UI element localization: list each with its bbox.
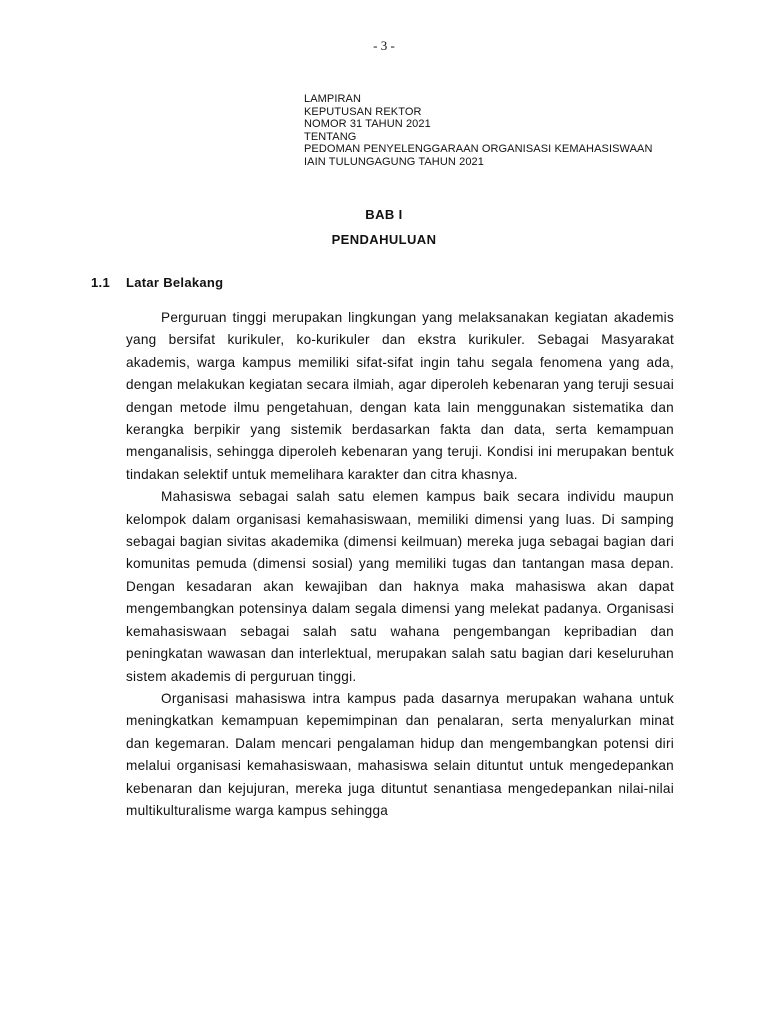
header-line-decree: KEPUTUSAN REKTOR — [304, 105, 422, 118]
section-title: Latar Belakang — [126, 275, 224, 290]
chapter-label: BAB I — [365, 207, 403, 222]
header-line-about: TENTANG — [304, 130, 357, 143]
section-number: 1.1 — [91, 275, 110, 290]
page-number: - 3 - — [373, 38, 395, 53]
chapter-title: PENDAHULUAN — [331, 232, 437, 247]
decree-header — [304, 93, 653, 169]
paragraph: Organisasi mahasiswa intra kampus pada dasarnya merupakan wahana untuk meningkatkan kemampuan kepemimpinan dan penalaran, serta menyalurkan minat dan kegemaran. Dalam mencari pengalaman hidup dan mengembangkan potensi diri melalui organisasi kemahasiswaan, mahasiswa selain dituntut untuk mengedepankan kebenaran dan kejujuran, mereka juga dituntut senantiasa mengedepankan nilai-nilai multikulturalisme warga kampus sehingga — [126, 690, 674, 818]
section-heading — [91, 275, 223, 290]
paragraph: Mahasiswa sebagai salah satu elemen kampus baik secara individu maupun kelompok dalam organisasi kemahasiswaan, memiliki dimensi yang luas. Di samping sebagai bagian sivitas akademika (dimensi keilmuan) mereka juga sebagai bagian dari komunitas pemuda (dimensi sosial) yang memiliki tugas dan tantangan masa depan. Dengan kesadaran akan kewajiban dan haknya maka mahasiswa akan dapat mengembangkan potensinya dalam segala dimensi yang melekat padanya. Organisasi kemahasiswaan sebagai salah satu wahana pengembangan kepribadian dan peningkatan wawasan dan interlektual, merupakan salah satu bagian dari keseluruhan sistem akademis di perguruan tinggi. — [126, 489, 674, 684]
body-text — [126, 307, 674, 822]
header-line-attachment: LAMPIRAN — [304, 93, 362, 105]
header-line-subject: PEDOMAN PENYELENGGARAAN ORGANISASI KEMAHASISWAAN — [304, 143, 653, 156]
header-line-institution: IAIN TULUNGAGUNG TAHUN 2021 — [304, 155, 484, 168]
paragraph: Perguruan tinggi merupakan lingkungan yang melaksanakan kegiatan akademis yang bersifat kurikuler, ko-kurikuler dan ekstra kurikuler. Sebagai Masyarakat akademis, warga kampus memiliki sifat-sifat ingin tahu segala fenomena yang ada, dengan melakukan kegiatan secara ilmiah, agar diperoleh kebenaran yang teruji sesuai dengan metode ilmu pengetahuan, dengan kata lain menggunakan sistematika dan kerangka berpikir yang sistemik berdasarkan fakta dan data, serta kemampuan menganalisis, sehingga diperoleh kebenaran yang teruji. Kondisi ini merupakan bentuk tindakan selektif untuk memelihara karakter dan citra khasnya. — [126, 310, 674, 482]
header-line-number: NOMOR 31 TAHUN 2021 — [304, 118, 431, 131]
